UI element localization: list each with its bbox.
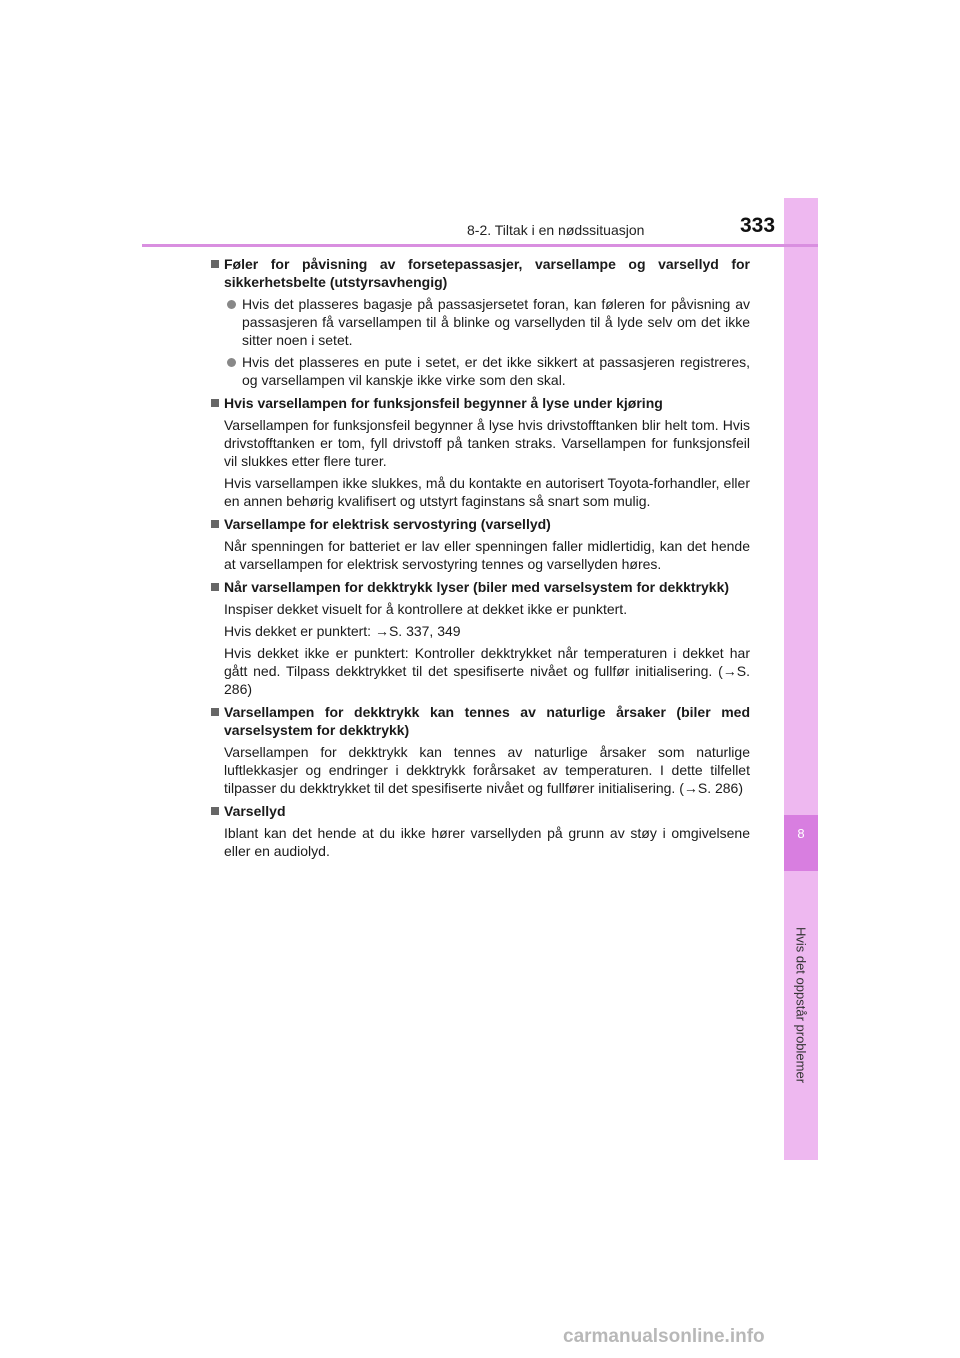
chapter-marker [784,815,818,871]
section-heading [209,578,750,596]
section-heading [209,802,750,820]
section-heading [209,394,750,412]
list-item [224,353,750,389]
watermark: carmanualsonline.info [563,1326,765,1347]
section-heading-text: Varsellampen for dekktrykk kan tennes av naturlige årsaker (biler med varselsystem for dekktrykk) [224,704,750,738]
paragraph: Hvis dekket er punktert: →S. 337, 349 [224,623,461,639]
square-bullet-icon [211,708,219,716]
section-heading-text: Varsellyd [224,803,286,819]
section-heading-text: Føler for påvisning av forsetepassasjer, varsellampe og varsellyd for sikkerhetsbelte (utstyrsavhengig) [224,256,750,290]
chapter-number: 8 [797,826,805,841]
square-bullet-icon [211,520,219,528]
list-item [224,295,750,349]
section-power-steering [209,515,750,573]
square-bullet-icon [211,807,219,815]
section-heading-text: Hvis varsellampen for funksjonsfeil begynner å lyse under kjøring [224,395,663,411]
section-heading-text: Når varsellampen for dekktrykk lyser (biler med varselsystem for dekktrykk) [224,579,730,595]
list-item-text: Hvis det plasseres en pute i setet, er det ikke sikkert at passasjeren registreres, og varsellampen vil kanskje ikke virke som den skal. [242,354,750,388]
section-seat-sensor [209,255,750,389]
paragraph: Inspiser dekket visuelt for å kontrollere at dekket ikke er punktert. [224,601,628,617]
circle-bullet-icon [227,358,236,367]
paragraph: Varsellampen for funksjonsfeil begynner å lyse hvis drivstofftanken blir helt tom. Hvis drivstofftanken er tom, fyll drivstoff på tanken straks. Varsellampen for funksjonsfeil vil slukkes etter flere turer. [224,417,750,469]
list-item-text: Hvis det plasseres bagasje på passasjersetet foran, kan føleren for påvisning av passasjeren få varsellampen til å blinke og varsellyden til å lyde selv om det ikke sitter noen i setet. [242,296,750,348]
section-natural-causes [209,703,750,797]
section-tire-pressure-lamp [209,578,750,698]
header-divider [142,244,818,247]
circle-bullet-icon [227,300,236,309]
square-bullet-icon [211,260,219,268]
page-number: 333 [740,214,776,237]
page-content [209,255,750,865]
section-heading-text: Varsellampe for elektrisk servostyring (varsellyd) [224,516,551,532]
section-title: 8-2. Tiltak i en nødssituasjon [467,222,645,238]
paragraph: Varsellampen for dekktrykk kan tennes av naturlige årsaker som naturlige luftlekkasjer og endringer i dekktrykk forårsaket av temperaturen. I dette tilfellet tilpasser du dekktrykket til det spesifiserte nivået og fullfører initialisering. (→S. 286) [224,744,750,796]
square-bullet-icon [211,583,219,591]
section-heading [209,515,750,533]
section-malfunction-lamp [209,394,750,510]
paragraph: Hvis varsellampen ikke slukkes, må du kontakte en autorisert Toyota-forhandler, eller en annen behørig kvalifisert og utstyrt faginstans så snart som mulig. [224,475,750,509]
section-warning-sound [209,802,750,860]
paragraph: Når spenningen for batteriet er lav eller spenningen faller midlertidig, kan det hende at varsellampen for elektrisk servostyring tennes og varsellyden høres. [224,538,750,572]
square-bullet-icon [211,399,219,407]
section-heading [209,703,750,739]
paragraph: Iblant kan det hende at du ikke hører varsellyden på grunn av støy i omgivelsene eller en audiolyd. [224,825,750,859]
section-heading [209,255,750,291]
chapter-title: Hvis det oppstår problemer [793,926,809,1084]
paragraph: Hvis dekket ikke er punktert: Kontroller dekktrykket når temperaturen i dekket har gått ned. Tilpass dekktrykket til det spesifiserte nivået og fullfør initialisering. (→S. 286) [224,645,750,697]
